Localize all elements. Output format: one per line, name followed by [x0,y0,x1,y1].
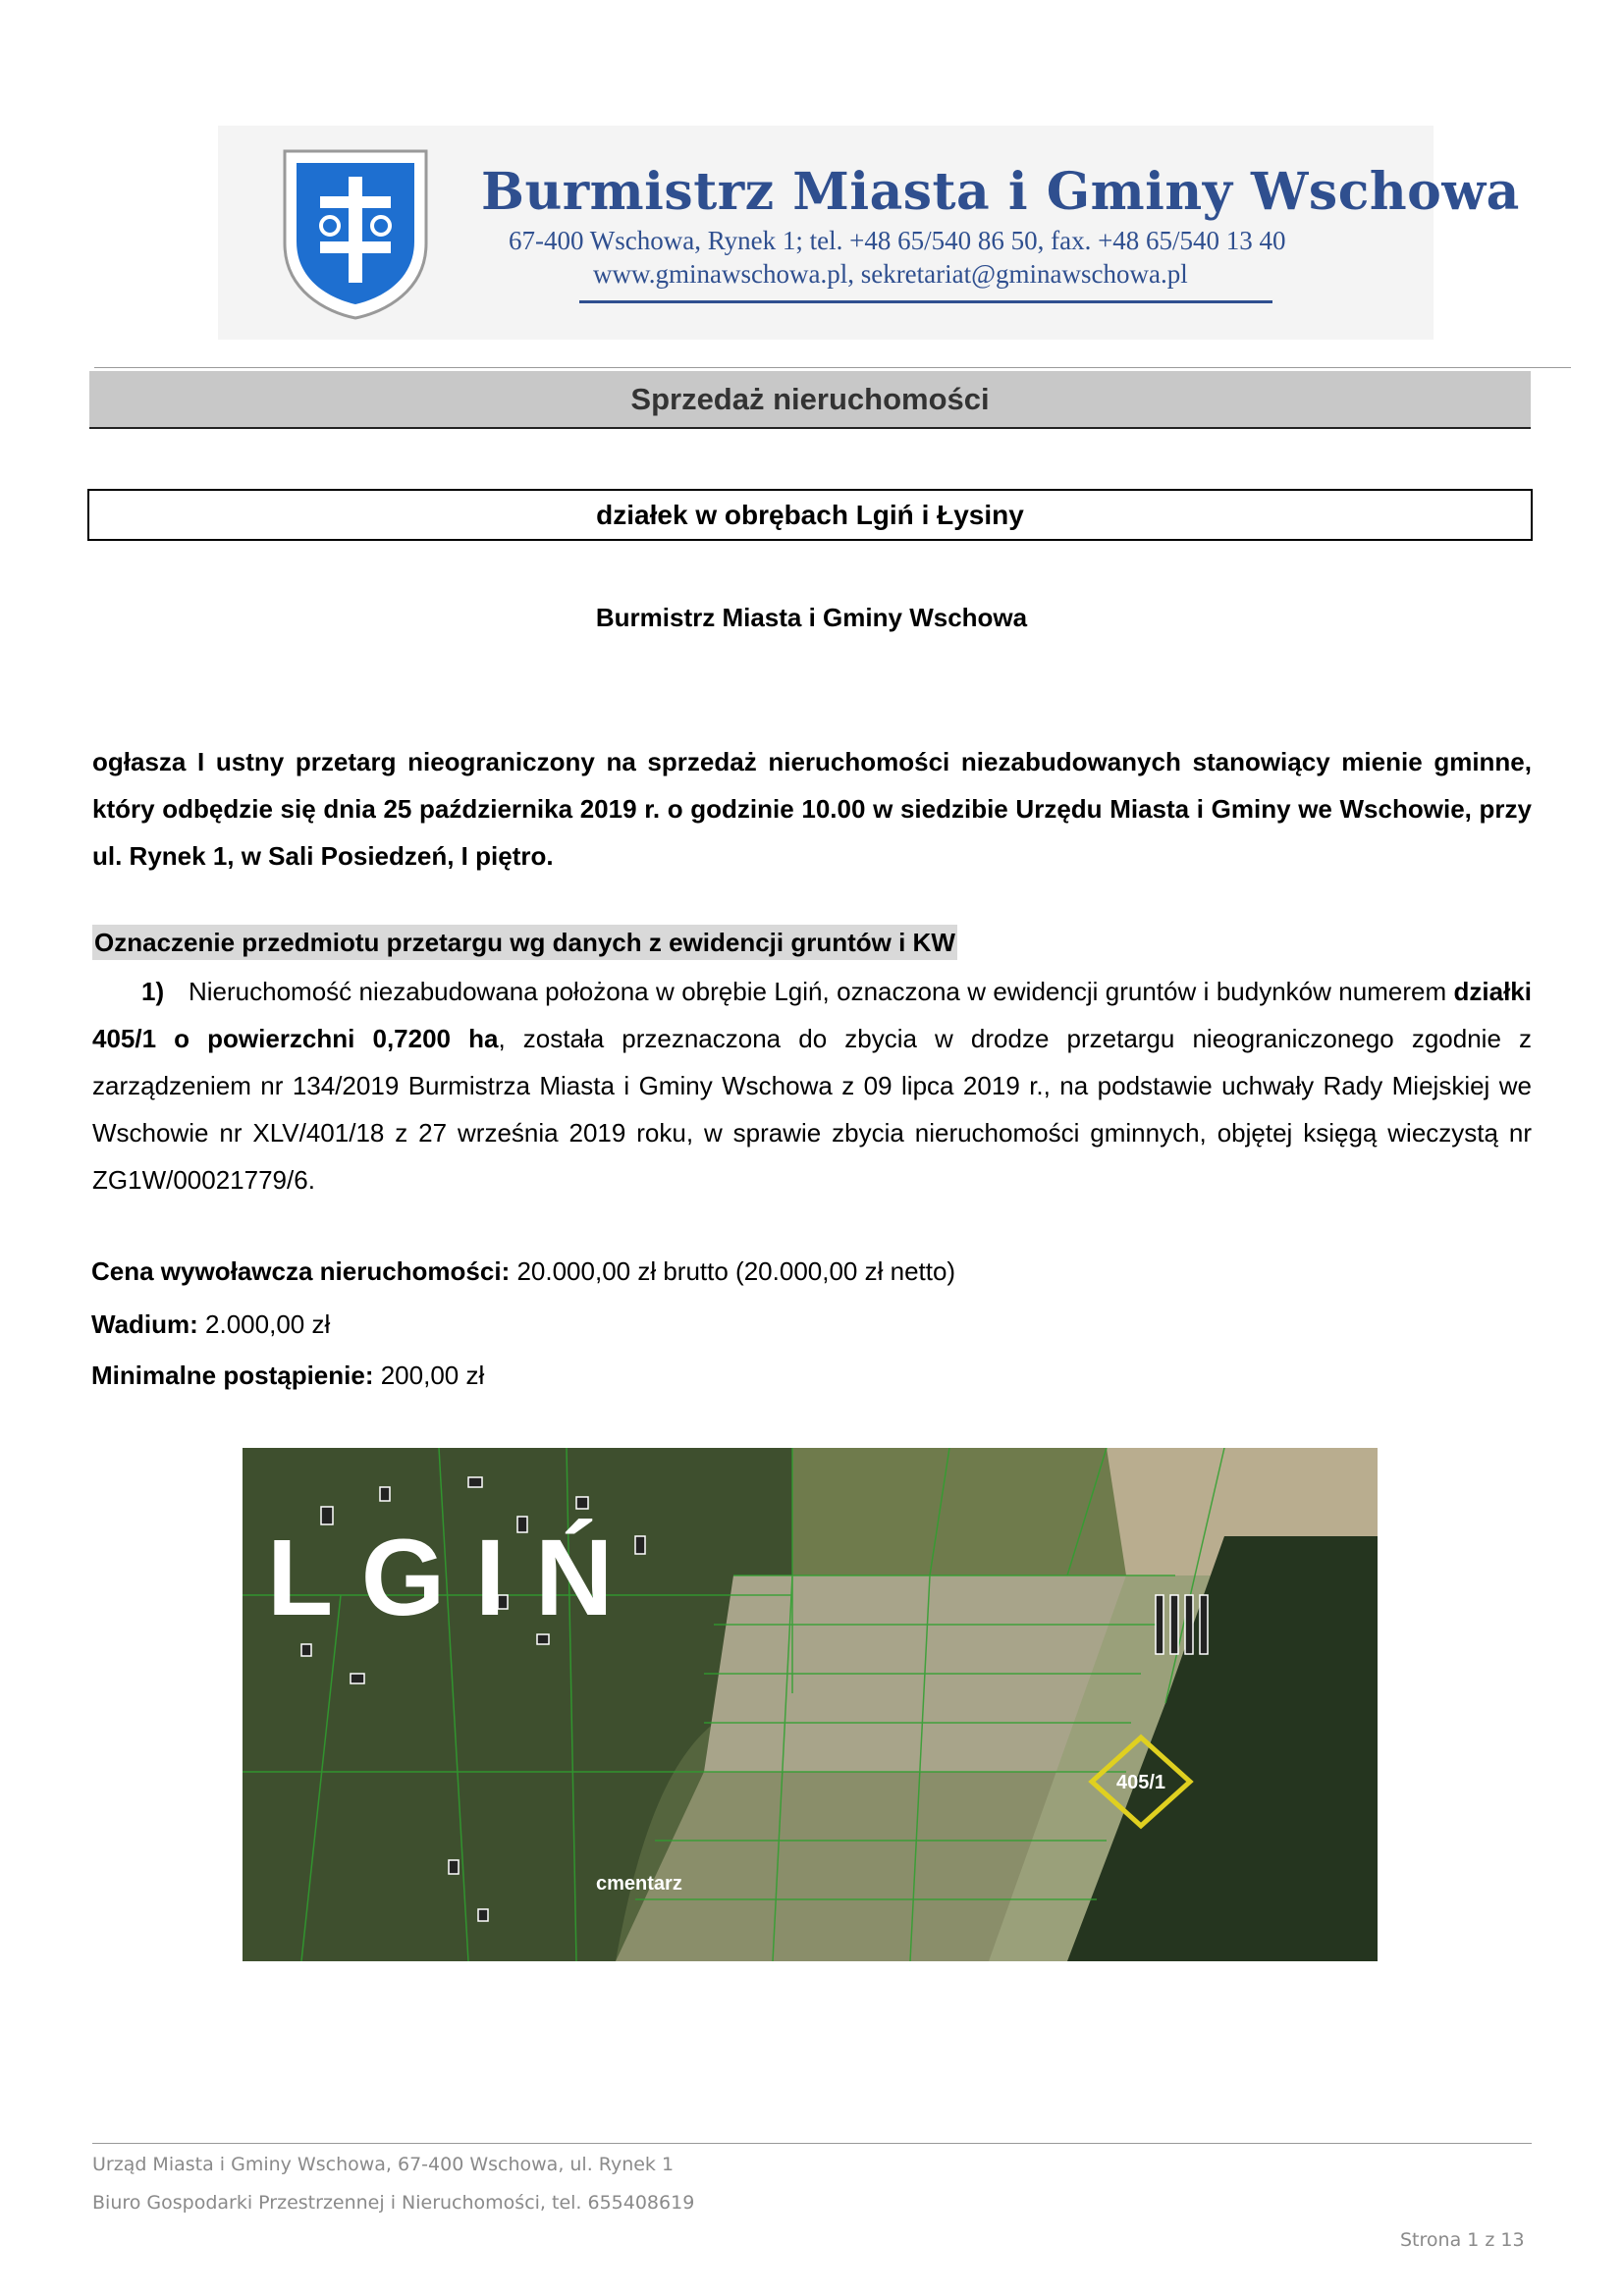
item-text-a: Nieruchomość niezabudowana położona w obrębie Lgiń, oznaczona w ewidencji gruntów i budynków numerem [189,977,1454,1006]
item-number: 1) [141,977,165,1006]
letterhead-underline [579,300,1272,303]
page-number: Strona 1 z 13 [1400,2229,1525,2251]
price-label: Cena wywoławcza nieruchomości: [91,1256,511,1286]
letterhead-title: Burmistrz Miasta i Gminy Wschowa [481,162,1520,222]
footer-divider [92,2143,1532,2144]
footer-office: Biuro Gospodarki Przestrzennej i Nieruchomości, tel. 655408619 [92,2192,695,2214]
price-line [91,1254,955,1289]
announcement-paragraph: ogłasza I ustny przetarg nieograniczony na sprzedaż nieruchomości niezabudowanych stanowiący mienie gminne, który odbędzie się dnia 25 października 2019 r. o godzinie 10.00 w siedzibie Urzędu Miasta i Gminy we Wschowie, przy ul. Rynek 1, w Sali Posiedzeń, I piętro. [92,747,1532,871]
letterhead-address: 67-400 Wschowa, Rynek 1; tel. +48 65/540 86 50, fax. +48 65/540 13 40 [509,226,1286,255]
deposit-label: Wadium: [91,1309,198,1339]
page-title: Sprzedaż nieruchomości [630,382,990,416]
aerial-map-image [243,1448,1378,1961]
item-text-b: , została przeznaczona do zbycia w drodze przetargu nieograniczonego zgodnie z zarządzeniem nr 134/2019 Burmistrza Miasta i Gminy Wschowa z 09 lipca 2019 r., na podstawie uchwały Rady Miejskiej we Wschowie nr XLV/401/18 z 27 września 2019 roku, w sprawie zbycia nieruchomości gminnych, objętej księgą wieczystą nr ZG1W/00021779/6. [92,1024,1532,1195]
min-bid-label: Minimalne postąpienie: [91,1361,374,1390]
parcel-map [243,1448,1378,1961]
price-value: 20.000,00 zł brutto (20.000,00 zł netto) [510,1256,956,1286]
item-paragraph [92,968,1532,1203]
section-heading: Oznaczenie przedmiotu przetargu wg danych z ewidencji gruntów i KW [92,925,957,960]
village-label: L G I Ń [267,1518,614,1638]
min-bid-value: 200,00 zł [373,1361,485,1390]
item-text-bold: działki 405/1 o powierzchni 0,7200 ha [92,977,1532,1053]
deposit-value: 2.000,00 zł [197,1309,331,1339]
subject-heading: działek w obrębach Lgiń i Łysiny [596,500,1024,530]
letterhead-web: www.gminawschowa.pl, sekretariat@gminawschowa.pl [593,259,1188,289]
cemetery-label: cmentarz [596,1873,682,1895]
deposit-line [91,1307,330,1342]
parcel-label: 405/1 [1115,1772,1166,1793]
wschowa-crest-logo [277,145,434,322]
min-bid-line [91,1358,484,1393]
divider [94,367,1571,368]
footer-address: Urząd Miasta i Gminy Wschowa, 67-400 Wschowa, ul. Rynek 1 [92,2154,675,2175]
authority-heading: Burmistrz Miasta i Gminy Wschowa [595,603,1028,632]
